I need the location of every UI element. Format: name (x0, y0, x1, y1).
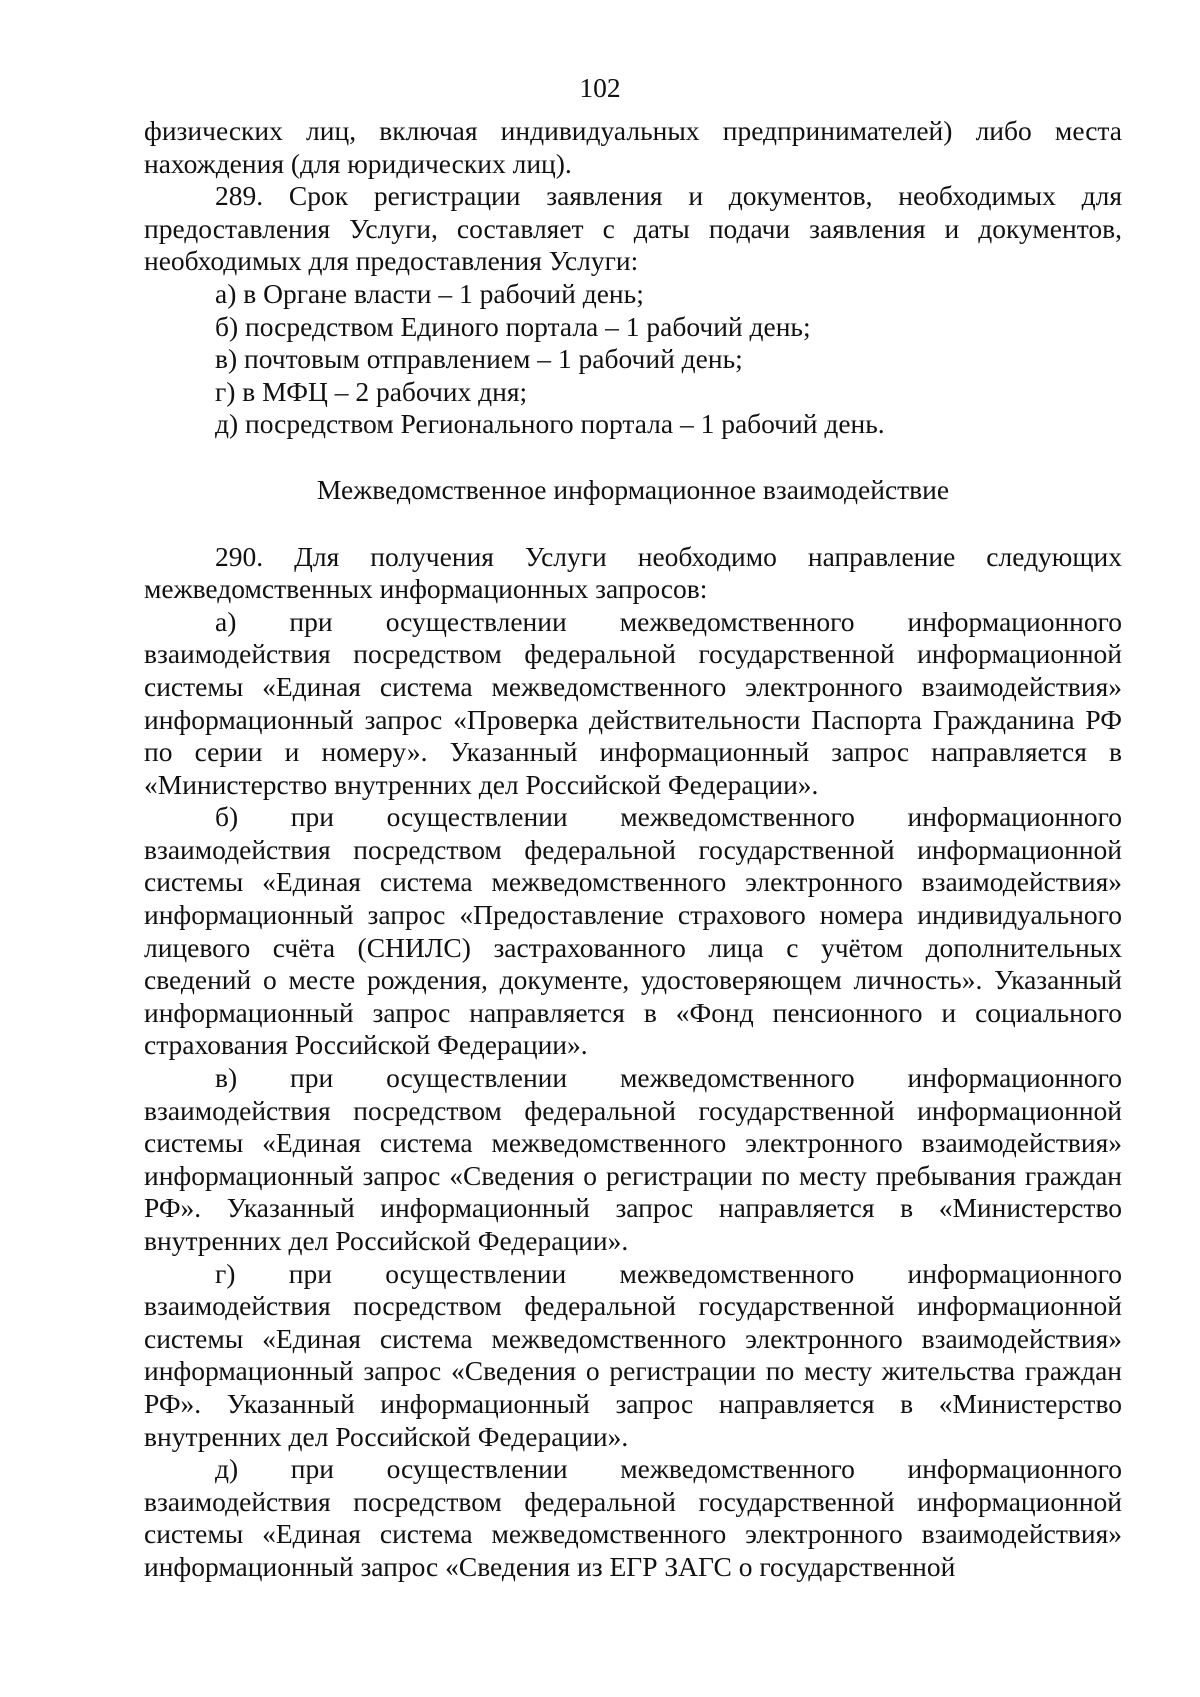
request-item-g: г) при осуществлении межведомственного информационного взаимодействия посредством федеральной государственной информационной системы «Единая система межведомственного электронного взаимодействия» информационный запрос «Сведения о регистрации по месту жительства граждан РФ». Указанный информационный запрос направляется в «Министерство внутренних дел Российской Федерации». (144, 1257, 1122, 1452)
request-item-d: д) при осуществлении межведомственного информационного взаимодействия посредством федеральной государственной информационной системы «Единая система межведомственного электронного взаимодействия» информационный запрос «Сведения из ЕГР ЗАГС о государственной (144, 1453, 1122, 1582)
page-number: 102 (579, 72, 621, 103)
paragraph-290: 290. Для получения Услуги необходимо направление следующих межведомственных информационных запросов: (144, 540, 1122, 605)
section-heading: Межведомственное информационное взаимодействие (316, 473, 950, 505)
document-body (144, 115, 1122, 1584)
request-item-a: а) при осуществлении межведомственного информационного взаимодействия посредством федеральной государственной информационной системы «Единая система межведомственного электронного взаимодействия» информационный запрос «Проверка действительности Паспорта Гражданина РФ по серии и номеру». Указанный информационный запрос направляется в «Министерство внутренних дел Российской Федерации». (144, 605, 1122, 800)
list-item-b: б) посредством Единого портала – 1 рабочий день; (215, 310, 811, 342)
list-item-a: а) в Органе власти – 1 рабочий день; (215, 277, 644, 309)
request-item-v: в) при осуществлении межведомственного информационного взаимодействия посредством федеральной государственной информационной системы «Единая система межведомственного электронного взаимодействия» информационный запрос «Сведения о регистрации по месту пребывания граждан РФ». Указанный информационный запрос направляется в «Министерство внутренних дел Российской Федерации». (144, 1062, 1122, 1256)
request-item-b: б) при осуществлении межведомственного информационного взаимодействия посредством федеральной государственной информационной системы «Единая система межведомственного электронного взаимодействия» информационный запрос «Предоставление страхового номера индивидуального лицевого счёта (СНИЛС) застрахованного лица с учётом дополнительных сведений о месте рождения, документе, удостоверяющем личность». Указанный информационный запрос направляется в «Фонд пенсионного и социального страхования Российской Федерации». (144, 801, 1122, 1061)
list-item-d: д) посредством Регионального портала – 1 рабочий день. (215, 408, 885, 440)
list-item-v: в) почтовым отправлением – 1 рабочий день; (215, 343, 743, 375)
list-item-g: г) в МФЦ – 2 рабочих дня; (215, 375, 528, 407)
paragraph-continuation: физических лиц, включая индивидуальных предпринимателей) либо места нахождения (для юридических лиц). (144, 115, 1122, 179)
paragraph-289: 289. Срок регистрации заявления и документов, необходимых для предоставления Услуги, составляет с даты подачи заявления и документов, необходимых для предоставления Услуги: (144, 180, 1122, 277)
